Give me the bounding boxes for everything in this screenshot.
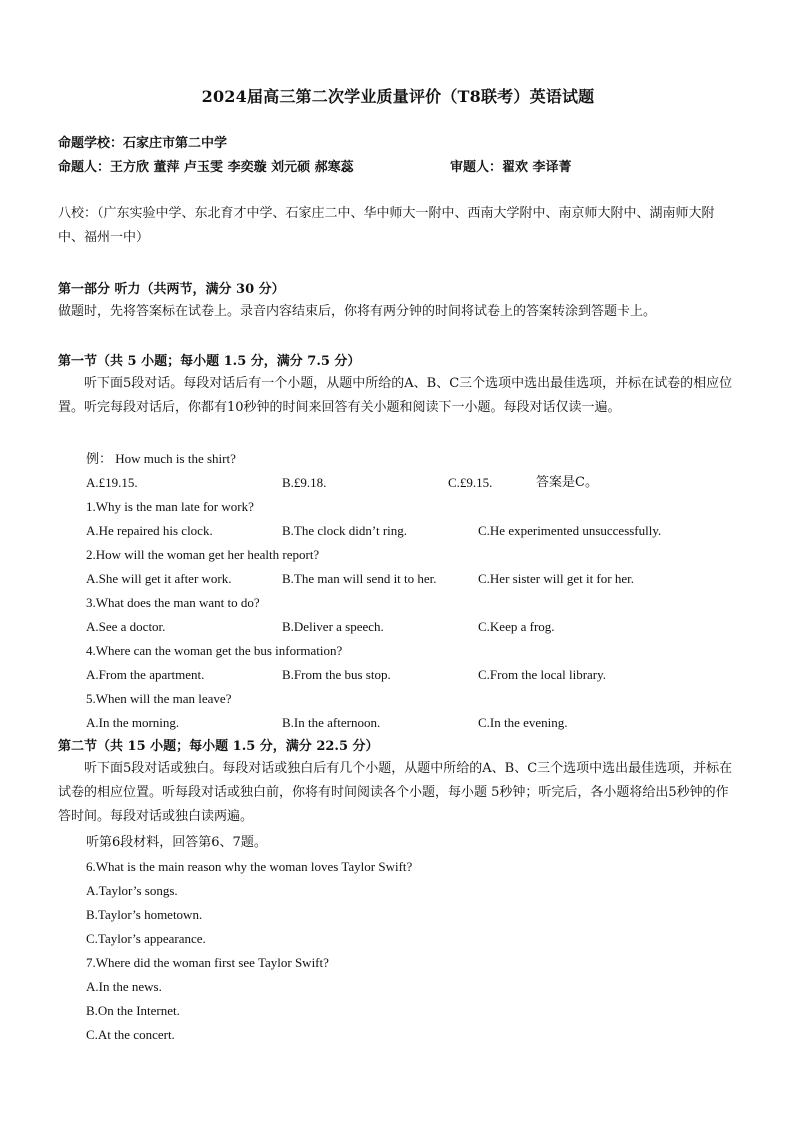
section2-instruction: 听下面5段对话或独白。每段对话或独白后有几个小题，从题中所给的A、B、C三个选项中选出最佳选项，并标在试卷的相应位置。听每段对话或独白前，你将有时间阅读各个小题，每小题 5秒钟；听完后，各小题将给出5秒钟的作答时间。每段对话或独白读两遍。 [58, 761, 733, 824]
page-title: 2024届高三第二次学业质量评价（T8联考）英语试题 [201, 87, 595, 106]
material-intro: 听第6段材料，回答第6、7题。 [86, 835, 267, 850]
authors-line: 命题人：王方欣 董萍 卢玉雯 李奕璇 刘元硕 郝寒蕊 [58, 160, 354, 175]
question-2-option-a: A.She will get it after work. [86, 571, 232, 586]
question-6-option-a: A.Taylor’s songs. [86, 883, 178, 898]
part1-heading: 第一部分 听力（共两节，满分 30 分） [58, 282, 285, 297]
example-option-b: B.£9.18. [282, 475, 327, 490]
question-2-option-b: B.The man will send it to her. [282, 571, 437, 586]
question-5-option-c: C.In the evening. [478, 715, 568, 730]
question-1: 1.Why is the man late for work? [86, 499, 254, 514]
question-5-option-a: A.In the morning. [86, 715, 180, 730]
question-3-option-a: A.See a doctor. [86, 619, 166, 634]
example-option-c: C.£9.15. [448, 475, 493, 490]
question-7-option-b: B.On the Internet. [86, 1003, 180, 1018]
section2-heading: 第二节（共 15 小题；每小题 1.5 分，满分 22.5 分） [58, 739, 379, 754]
section1-heading: 第一节（共 5 小题；每小题 1.5 分，满分 7.5 分） [58, 354, 361, 369]
section1-instruction: 听下面5段对话。每段对话后有一个小题，从题中所给的A、B、C三个选项中选出最佳选项，并标在试卷的相应位置。听完每段对话后，你都有10秒钟的时间来回答有关小题和阅读下一小题。每段对话仅读一遍。 [58, 376, 733, 415]
question-4-option-a: A.From the apartment. [86, 667, 205, 682]
example-option-a: A.£19.15. [86, 475, 138, 490]
question-3-option-c: C.Keep a frog. [478, 619, 555, 634]
question-7-option-a: A.In the news. [86, 979, 162, 994]
example-answer: 答案是C。 [536, 475, 598, 490]
example-question: 例： How much is the shirt? [86, 451, 236, 466]
question-1-option-b: B.The clock didn’t ring. [282, 523, 408, 538]
question-2-option-c: C.Her sister will get it for her. [478, 571, 634, 586]
question-1-option-c: C.He experimented unsuccessfully. [478, 523, 662, 538]
question-4-option-c: C.From the local library. [478, 667, 607, 682]
question-7-option-c: C.At the concert. [86, 1027, 175, 1042]
question-6: 6.What is the main reason why the woman loves Taylor Swift? [86, 859, 413, 874]
question-1-option-a: A.He repaired his clock. [86, 523, 213, 538]
eight-schools-line: 八校：（广东实验中学、东北育才中学、石家庄二中、华中师大一附中、西南大学附中、南京师大附中、湖南师大附中、福州一中） [58, 206, 715, 245]
question-5-option-b: B.In the afternoon. [282, 715, 381, 730]
question-6-option-c: C.Taylor’s appearance. [86, 931, 206, 946]
question-7: 7.Where did the woman first see Taylor Swift? [86, 955, 329, 970]
question-5: 5.When will the man leave? [86, 691, 232, 706]
question-4: 4.Where can the woman get the bus information? [86, 643, 343, 658]
question-3-option-b: B.Deliver a speech. [282, 619, 384, 634]
question-2: 2.How will the woman get her health report? [86, 547, 320, 562]
question-6-option-b: B.Taylor’s hometown. [86, 907, 203, 922]
question-3: 3.What does the man want to do? [86, 595, 260, 610]
question-4-option-b: B.From the bus stop. [282, 667, 391, 682]
school-line: 命题学校：石家庄市第二中学 [58, 136, 228, 151]
part1-instruction: 做题时，先将答案标在试卷上。录音内容结束后，你将有两分钟的时间将试卷上的答案转涂到答题卡上。 [58, 304, 657, 319]
reviewers-line: 审题人：翟欢 李译菁 [450, 160, 572, 175]
